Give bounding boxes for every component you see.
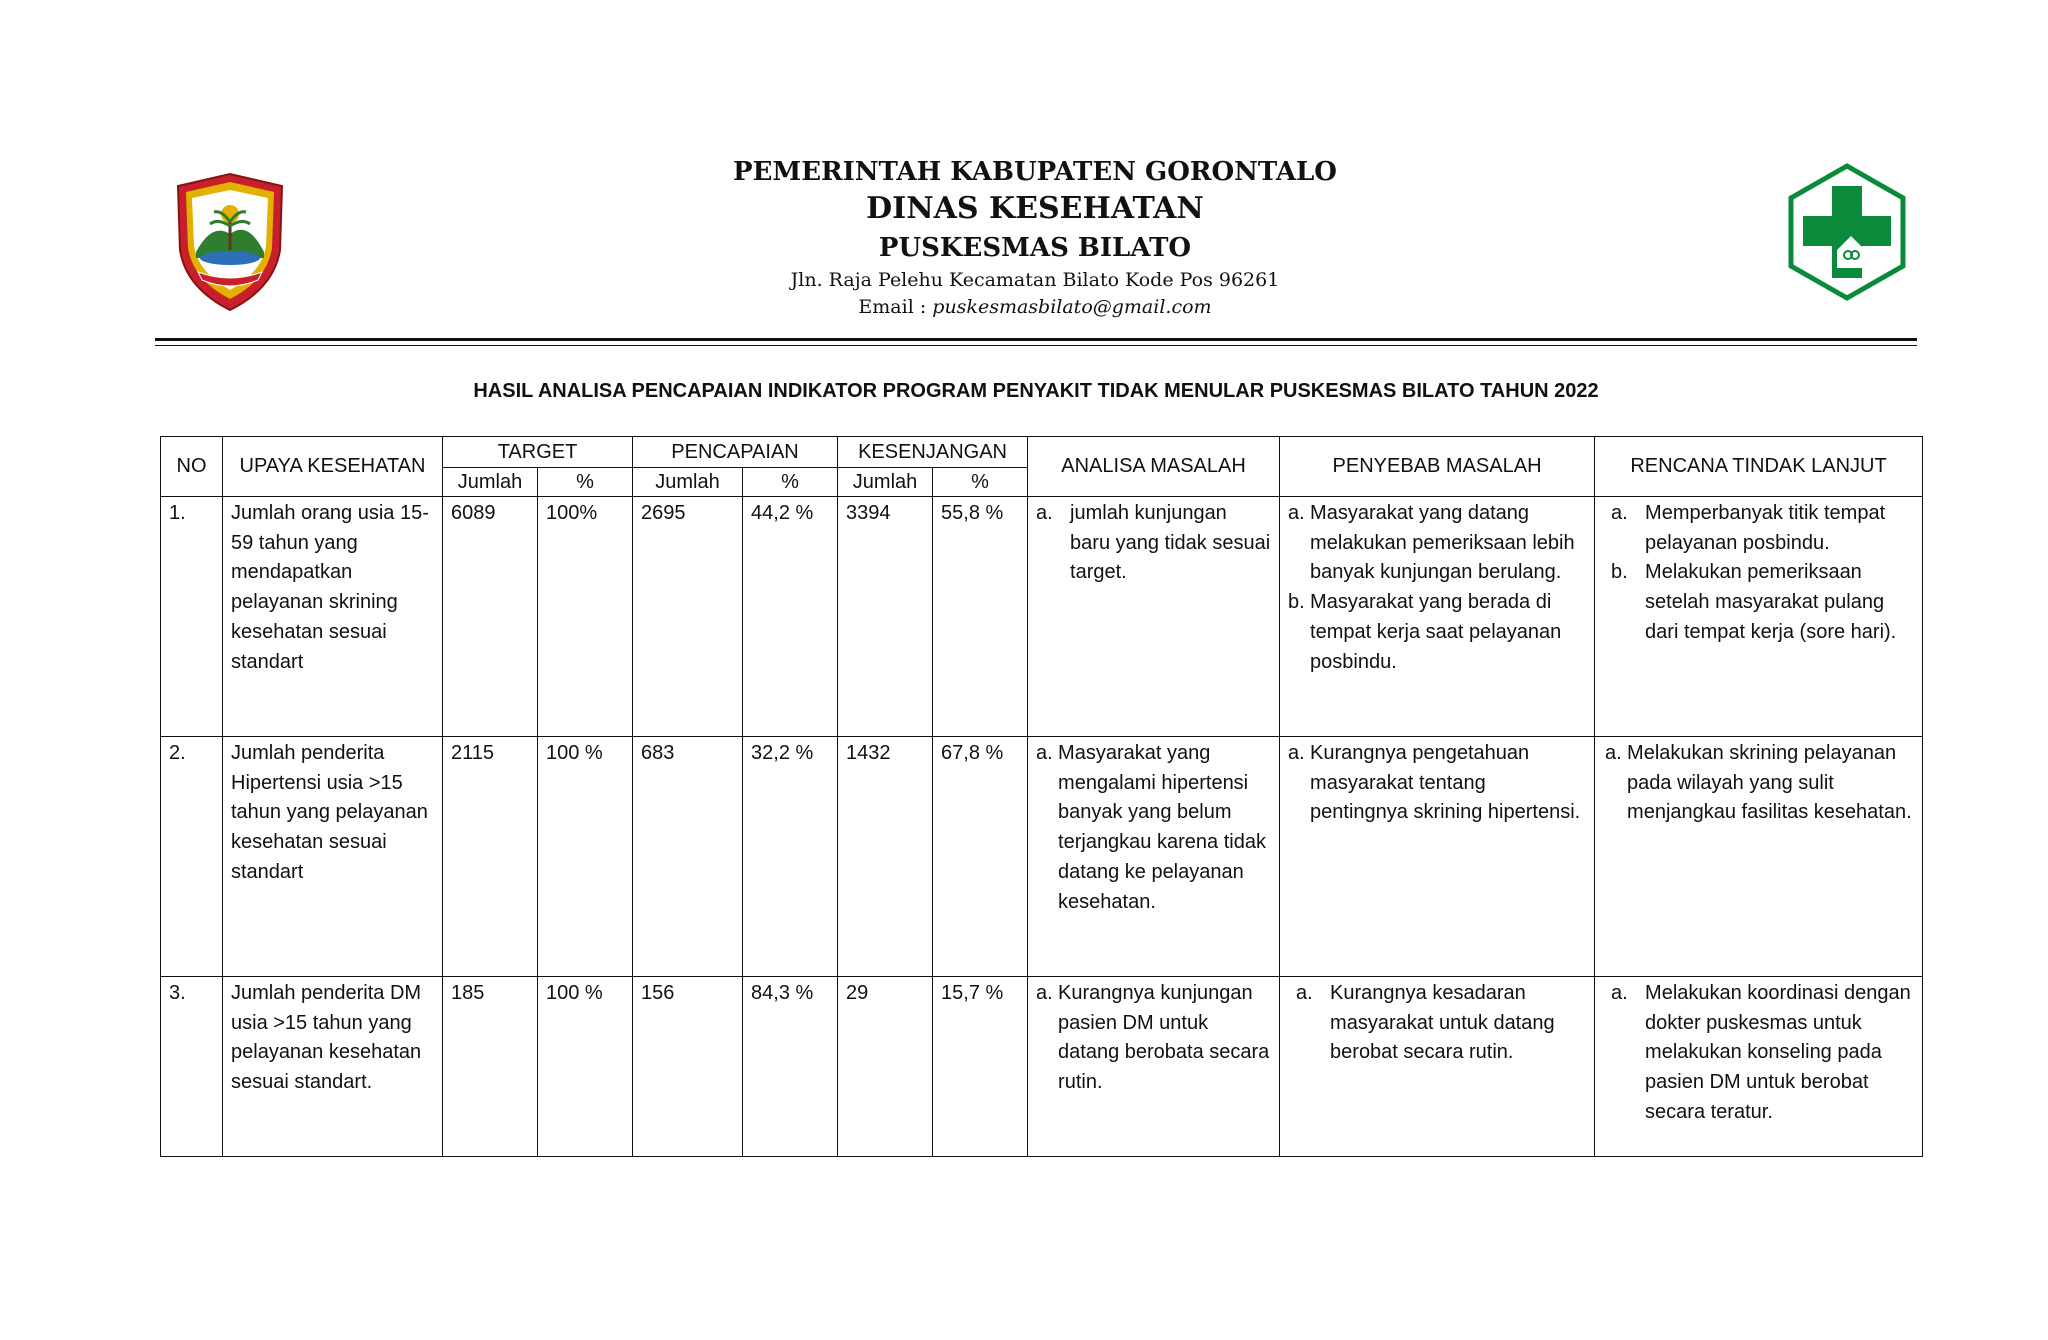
- row-number: 3.: [161, 977, 223, 1157]
- list-text: jumlah kunjungan baru yang tidak sesuai target.: [1070, 502, 1271, 584]
- list-item: [1603, 739, 1914, 828]
- list-item: [1288, 499, 1586, 588]
- pencapaian-persen-cell: 44,2 %: [743, 497, 838, 737]
- kesenjangan-persen-cell: 55,8 %: [933, 497, 1028, 737]
- list-item: [1036, 499, 1271, 588]
- list-text: Melakukan pemeriksaan setelah masyarakat pulang dari tempat kerja (sore hari).: [1645, 561, 1897, 643]
- header-kesenjangan: KESENJANGAN: [838, 437, 1028, 468]
- target-persen-cell: 100 %: [538, 737, 633, 977]
- list-marker: a.: [1288, 502, 1305, 524]
- header-target-persen: %: [538, 468, 633, 497]
- upaya-kesehatan-cell: Jumlah penderita DM usia >15 tahun yang pelayanan kesehatan sesuai standart.: [223, 977, 443, 1157]
- list-text: Masyarakat yang mengalami hipertensi banyak yang belum terjangkau karena tidak datang ke pelayanan kesehatan.: [1058, 742, 1266, 913]
- kabupaten-gorontalo-emblem: [170, 172, 290, 312]
- letterhead: [500, 155, 1570, 321]
- target-persen-cell: 100%: [538, 497, 633, 737]
- kesenjangan-jumlah-cell: 1432: [838, 737, 933, 977]
- header-penyebab-masalah: PENYEBAB MASALAH: [1280, 437, 1595, 497]
- penyebab-masalah-cell: [1280, 497, 1595, 737]
- header-pencapaian-persen: %: [743, 468, 838, 497]
- kesenjangan-persen-cell: 15,7 %: [933, 977, 1028, 1157]
- list-item: [1603, 558, 1914, 647]
- table-row: [161, 977, 1923, 1157]
- list-item: [1036, 979, 1271, 1098]
- target-jumlah-cell: 185: [443, 977, 538, 1157]
- list-text: Masyarakat yang berada di tempat kerja saat pelayanan posbindu.: [1310, 591, 1562, 673]
- header-kesenjangan-persen: %: [933, 468, 1028, 497]
- list-item: [1603, 979, 1914, 1128]
- pencapaian-jumlah-cell: 2695: [633, 497, 743, 737]
- address-line: Jln. Raja Pelehu Kecamatan Bilato Kode Pos 96261: [790, 269, 1280, 291]
- letterhead-rule-thick: [155, 338, 1917, 341]
- email-line: [500, 294, 1570, 321]
- list-marker: a.: [1036, 742, 1053, 764]
- institution-name: PUSKESMAS BILATO: [878, 233, 1192, 263]
- kesenjangan-jumlah-cell: 29: [838, 977, 933, 1157]
- target-persen-cell: 100 %: [538, 977, 633, 1157]
- list-item: [1288, 979, 1586, 1068]
- list-text: Melakukan koordinasi dengan dokter puskesmas untuk melakukan konseling pada pasien DM untuk berobat secara teratur.: [1645, 982, 1911, 1123]
- analisa-masalah-cell: [1028, 497, 1280, 737]
- list-marker: a.: [1605, 742, 1622, 764]
- header-analisa-masalah: ANALISA MASALAH: [1028, 437, 1280, 497]
- rencana-tindak-lanjut-cell: [1595, 977, 1923, 1157]
- header-rencana-tindak-lanjut: RENCANA TINDAK LANJUT: [1595, 437, 1923, 497]
- agency-name: DINAS KESEHATAN: [866, 191, 1204, 226]
- pencapaian-persen-cell: 32,2 %: [743, 737, 838, 977]
- header-target: TARGET: [443, 437, 633, 468]
- header-target-jumlah: Jumlah: [443, 468, 538, 497]
- upaya-kesehatan-cell: Jumlah orang usia 15-59 tahun yang mendapatkan pelayanan skrining kesehatan sesuai standart: [223, 497, 443, 737]
- list-item: [1603, 499, 1914, 558]
- kesenjangan-persen-cell: 67,8 %: [933, 737, 1028, 977]
- header-kesenjangan-jumlah: Jumlah: [838, 468, 933, 497]
- email-address: puskesmasbilato@gmail.com: [932, 296, 1212, 318]
- list-marker: a.: [1611, 502, 1628, 524]
- government-name: PEMERINTAH KABUPATEN GORONTALO: [733, 157, 1337, 187]
- header-no: NO: [161, 437, 223, 497]
- target-jumlah-cell: 2115: [443, 737, 538, 977]
- list-marker: b.: [1611, 561, 1628, 584]
- list-text: Kurangnya pengetahuan masyarakat tentang pentingnya skrining hipertensi.: [1310, 742, 1581, 824]
- list-marker: b.: [1288, 591, 1305, 614]
- table-row: [161, 737, 1923, 977]
- rencana-tindak-lanjut-cell: [1595, 497, 1923, 737]
- header-pencapaian: PENCAPAIAN: [633, 437, 838, 468]
- list-text: Kurangnya kunjungan pasien DM untuk datang berobata secara rutin.: [1058, 982, 1270, 1094]
- list-item: [1036, 739, 1271, 917]
- list-marker: a.: [1036, 982, 1053, 1004]
- list-text: Memperbanyak titik tempat pelayanan posbindu.: [1645, 502, 1886, 554]
- table-row: [161, 497, 1923, 737]
- penyebab-masalah-cell: [1280, 977, 1595, 1157]
- kesenjangan-jumlah-cell: 3394: [838, 497, 933, 737]
- row-number: 2.: [161, 737, 223, 977]
- analisa-masalah-cell: [1028, 977, 1280, 1157]
- list-text: Kurangnya kesadaran masyarakat untuk datang berobat secara rutin.: [1330, 982, 1555, 1064]
- list-marker: a.: [1611, 982, 1628, 1004]
- list-text: Masyarakat yang datang melakukan pemeriksaan lebih banyak kunjungan berulang.: [1310, 502, 1575, 584]
- analysis-table: [160, 436, 1923, 1157]
- penyebab-masalah-cell: [1280, 737, 1595, 977]
- header-upaya-kesehatan: UPAYA KESEHATAN: [223, 437, 443, 497]
- row-number: 1.: [161, 497, 223, 737]
- upaya-kesehatan-cell: Jumlah penderita Hipertensi usia >15 tahun yang pelayanan kesehatan sesuai standart: [223, 737, 443, 977]
- pencapaian-jumlah-cell: 156: [633, 977, 743, 1157]
- analisa-masalah-cell: [1028, 737, 1280, 977]
- list-marker: a.: [1296, 982, 1313, 1004]
- header-pencapaian-jumlah: Jumlah: [633, 468, 743, 497]
- list-marker: a.: [1288, 742, 1305, 764]
- pencapaian-jumlah-cell: 683: [633, 737, 743, 977]
- email-label: Email :: [858, 296, 933, 318]
- rencana-tindak-lanjut-cell: [1595, 737, 1923, 977]
- list-item: [1288, 588, 1586, 677]
- list-marker: a.: [1036, 502, 1053, 524]
- pencapaian-persen-cell: 84,3 %: [743, 977, 838, 1157]
- puskesmas-logo: [1785, 162, 1910, 302]
- list-text: Melakukan skrining pelayanan pada wilayah yang sulit menjangkau fasilitas kesehatan.: [1627, 742, 1912, 824]
- list-item: [1288, 739, 1586, 828]
- document-title: HASIL ANALISA PENCAPAIAN INDIKATOR PROGRAM PENYAKIT TIDAK MENULAR PUSKESMAS BILATO TAHUN 2022: [473, 380, 1599, 402]
- target-jumlah-cell: 6089: [443, 497, 538, 737]
- letterhead-rule-thin: [155, 345, 1917, 346]
